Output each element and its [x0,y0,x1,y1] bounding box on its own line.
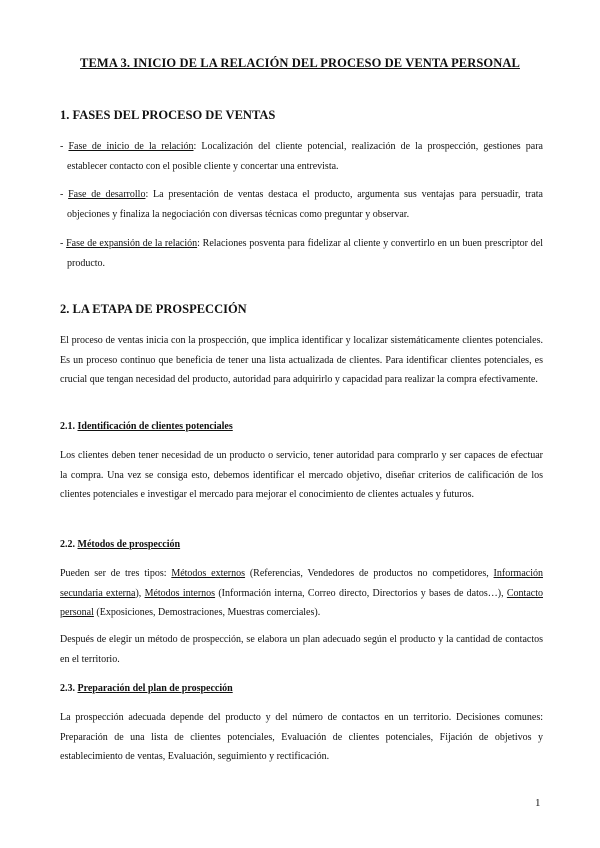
subsection-2-1-text: Los clientes deben tener necesidad de un producto o servicio, tener autoridad para comprarlo y ser capaces de efectuar la compra. Una vez se consiga esto, debemos identificar el mercado objetivo, diseñar criterios de calificación de los clientes potenciales e investigar el mercado para mejorar el conocimiento de clientes actuales y futuros. [60,450,543,500]
contacto-personal: Contacto personal [60,587,543,618]
bullet-fase-inicio: - Fase de inicio de la relación: Localización del cliente potencial, realización de la prospección, gestiones para establecer contacto con el posible cliente y concertar una entrevista. [60,141,543,172]
bullet-fase-expansion: - Fase de expansión de la relación: Relaciones posventa para fidelizar al cliente y convertirlo en un buen prescriptor del producto. [60,238,543,269]
bullet-fase-desarrollo: - Fase de desarrollo: La presentación de ventas destaca el producto, argumenta sus ventajas para persuadir, trata objeciones y finaliza la negociación con diversas técnicas como preguntar y observar. [60,189,543,220]
subsection-2-2-methods: Pueden ser de tres tipos: Métodos externos (Referencias, Vendedores de productos no competidores, Información secundaria externa), Métodos internos (Información interna, Correo directo, Directorios y bases de datos…), Contacto personal (Exposiciones, Demostraciones, Muestras comerciales). [60,568,543,618]
subsection-2-2-heading: 2.2. Métodos de prospección [60,539,181,550]
section-2-heading: 2. LA ETAPA DE PROSPECCIÓN [60,302,247,316]
prospeccion-intro: El proceso de ventas inicia con la prospección, que implica identificar y localizar sistemáticamente clientes potenciales. Es un proceso continuo que beneficia de tener una lista actualizada de clientes. Para identificar clientes potenciales, es crucial que tengan necesidad del producto, autoridad para adquirirlo y capacidad para realizar la compra efectivamente. [60,335,543,385]
metodos-externos: Métodos externos [171,568,246,579]
term-fase-inicio: Fase de inicio de la relación [68,141,194,152]
term-fase-desarrollo: Fase de desarrollo [68,189,146,200]
document-title: TEMA 3. INICIO DE LA RELACIÓN DEL PROCESO DE VENTA PERSONAL [80,56,520,70]
term-fase-expansion: Fase de expansión de la relación [66,238,198,249]
informacion-secundaria-externa: Información secundaria externa [60,568,543,599]
subsection-2-3-text: La prospección adecuada depende del producto y del número de contactos en un territorio. Decisiones comunes: Preparación de una lista de clientes potenciales, Evaluación de clientes potenciales, Fijación de objetivos y establecimiento de ventas, Evaluación, seguimiento y rectificación. [60,712,543,762]
metodos-internos: Métodos internos [144,587,216,599]
subsection-2-3-heading: 2.3. Preparación del plan de prospección [60,683,233,694]
page-number: 1 [535,797,541,809]
section-1-heading: 1. FASES DEL PROCESO DE VENTAS [60,108,276,122]
subsection-2-2-plan: Después de elegir un método de prospección, se elabora un plan adecuado según el producto y la cantidad de contactos en el territorio. [60,634,543,665]
subsection-2-1-heading: 2.1. Identificación de clientes potenciales [60,421,233,432]
